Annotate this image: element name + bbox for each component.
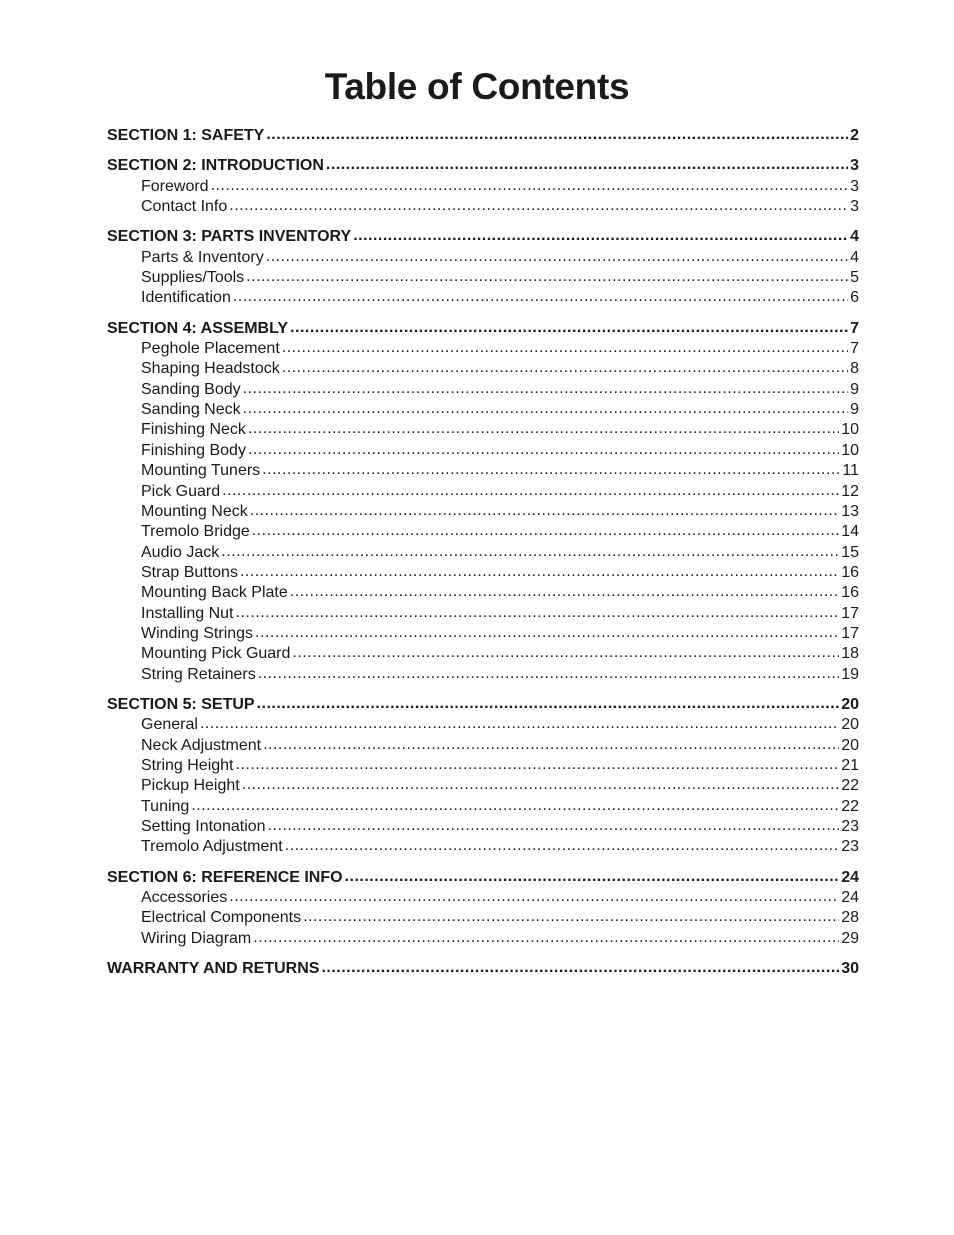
dot-leader [248,440,839,460]
dot-leader [252,521,839,541]
page-number: 10 [841,421,859,439]
page-number: 24 [841,889,859,907]
dot-leader [221,542,839,562]
toc-group [107,156,859,217]
dot-leader [240,562,839,582]
toc-entry[interactable] [107,288,859,308]
entry-label: Tuning [141,797,190,815]
page-number: 5 [850,269,859,287]
toc-section-entry[interactable] [107,695,859,715]
dot-leader [243,379,848,399]
entry-label: Audio Jack [141,543,220,561]
toc-entry[interactable] [107,268,859,288]
toc-entry[interactable] [107,248,859,268]
entry-label: Tremolo Adjustment [141,838,283,856]
page-number: 17 [841,624,859,642]
page-number: 20 [841,695,859,713]
entry-label: Sanding Body [141,380,241,398]
entry-label: Winding Strings [141,624,254,642]
dot-leader [266,125,848,145]
dot-leader [262,460,840,480]
section-label: SECTION 6: REFERENCE INFO [107,868,343,886]
page-number: 9 [850,401,859,419]
entry-label: Mounting Back Plate [141,584,288,602]
dot-leader [268,816,840,836]
page-number: 4 [850,248,859,266]
dot-leader [229,887,839,907]
page-number: 4 [850,228,859,246]
page-number: 3 [850,177,859,195]
toc-entry[interactable] [107,888,859,908]
page-number: 2 [850,127,859,144]
page-number: 20 [841,716,859,734]
toc-entry[interactable] [107,177,859,197]
page-number: 7 [850,340,859,358]
toc-entry[interactable] [107,736,859,756]
toc-entry[interactable] [107,756,859,776]
toc-entry[interactable] [107,502,859,522]
toc-entry[interactable] [107,583,859,603]
page-number: 6 [850,289,859,307]
page-number: 20 [841,736,859,754]
entry-label: Finishing Body [141,441,246,459]
dot-leader [303,907,839,927]
toc-entry[interactable] [107,797,859,817]
entry-label: Installing Nut [141,604,234,622]
toc-entry[interactable] [107,380,859,400]
page-number: 9 [850,380,859,398]
toc-entry[interactable] [107,563,859,583]
toc-section-entry[interactable] [107,156,859,176]
dot-leader [233,287,848,307]
dot-leader [285,836,840,856]
dot-leader [191,796,839,816]
page-number: 10 [841,441,859,459]
dot-leader [263,735,839,755]
page-number: 7 [850,319,859,337]
dot-leader [248,419,839,439]
dot-leader [345,867,840,887]
toc-group [107,868,859,949]
dot-leader [200,714,839,734]
entry-label: Pickup Height [141,777,240,795]
entry-label: Accessories [141,889,228,907]
section-label: SECTION 1: SAFETY [107,127,265,144]
toc-group [107,126,859,146]
entry-label: Strap Buttons [141,563,238,581]
dot-leader [290,318,848,338]
page-number: 11 [842,462,859,480]
page-number: 22 [841,797,859,815]
page-number: 16 [841,584,859,602]
toc-entry[interactable] [107,644,859,664]
page-number: 12 [841,482,859,500]
dot-leader [290,582,839,602]
toc-entry[interactable] [107,400,859,420]
toc-section-entry[interactable] [107,959,859,979]
dot-leader [353,226,848,246]
dot-leader [211,176,849,196]
page-number: 24 [841,868,859,886]
page-number: 3 [850,157,859,175]
page-number: 29 [841,929,859,947]
toc-group [107,695,859,858]
toc-entry[interactable] [107,665,859,685]
dot-leader [229,196,848,216]
entry-label: Foreword [141,177,209,195]
toc-entry[interactable] [107,624,859,644]
page-number: 17 [841,604,859,622]
entry-label: Parts & Inventory [141,248,264,266]
dot-leader [236,755,840,775]
toc-group [107,319,859,685]
entry-label: Mounting Neck [141,502,248,520]
entry-label: Shaping Headstock [141,360,280,378]
entry-label: Peghole Placement [141,340,280,358]
toc-entry[interactable] [107,482,859,502]
entry-label: General [141,716,198,734]
toc-entry[interactable] [107,715,859,735]
page-number: 19 [841,665,859,683]
toc-entry[interactable] [107,908,859,928]
toc-section-entry[interactable] [107,126,859,146]
page-number: 23 [841,818,859,835]
toc-entry[interactable] [107,461,859,481]
toc-group [107,227,859,308]
page-number: 30 [841,960,859,978]
page-number: 23 [841,838,859,856]
section-label: SECTION 3: PARTS INVENTORY [107,228,352,246]
toc-entry[interactable] [107,837,859,857]
toc-entry[interactable] [107,543,859,563]
toc-entry[interactable] [107,776,859,796]
page-title: Table of Contents [324,66,630,107]
entry-label: Wiring Diagram [141,929,252,947]
entry-label: Setting Intonation [141,818,266,835]
entry-label: Identification [141,289,231,307]
dot-leader [257,694,840,714]
page-number: 21 [841,756,859,774]
dot-leader [258,664,839,684]
table-of-contents [107,126,859,979]
dot-leader [253,928,839,948]
page-number: 8 [850,360,859,378]
page-number: 15 [841,543,859,561]
entry-label: Electrical Components [141,909,302,927]
dot-leader [255,623,839,643]
dot-leader [326,155,848,175]
toc-entry[interactable] [107,929,859,949]
toc-group [107,959,859,979]
toc-section-entry[interactable] [107,319,859,339]
toc-entry[interactable] [107,441,859,461]
page-number: 13 [841,502,859,520]
dot-leader [222,481,839,501]
entry-label: String Retainers [141,665,256,683]
dot-leader [242,775,839,795]
page-number: 14 [841,523,859,541]
dot-leader [250,501,839,521]
toc-entry[interactable] [107,339,859,359]
toc-entry[interactable] [107,197,859,217]
dot-leader [292,643,839,663]
dot-leader [321,958,839,978]
dot-leader [282,338,848,358]
entry-label: Contact Info [141,198,228,216]
section-label: SECTION 5: SETUP [107,695,255,713]
toc-entry[interactable] [107,604,859,624]
page-number: 18 [841,645,859,663]
page-number: 16 [841,563,859,581]
section-label: WARRANTY AND RETURNS [107,960,320,978]
section-label: SECTION 4: ASSEMBLY [107,319,289,337]
entry-label: Tremolo Bridge [141,523,250,541]
dot-leader [282,358,848,378]
entry-label: Sanding Neck [141,401,241,419]
dot-leader [243,399,848,419]
entry-label: Pick Guard [141,482,221,500]
toc-entry[interactable] [107,359,859,379]
entry-label: Finishing Neck [141,421,246,439]
entry-label: Supplies/Tools [141,269,245,287]
toc-section-entry[interactable] [107,868,859,888]
page-number: 22 [841,777,859,795]
section-label: SECTION 2: INTRODUCTION [107,157,324,175]
toc-section-entry[interactable] [107,227,859,247]
entry-label: Mounting Pick Guard [141,645,291,663]
entry-label: Mounting Tuners [141,462,261,480]
dot-leader [266,247,848,267]
dot-leader [236,603,840,623]
entry-label: Neck Adjustment [141,736,262,754]
toc-entry[interactable] [107,420,859,440]
page-number: 3 [850,198,859,216]
dot-leader [246,267,848,287]
toc-entry[interactable] [107,522,859,542]
page-number: 28 [841,909,859,927]
toc-entry[interactable] [107,817,859,837]
entry-label: String Height [141,756,234,774]
